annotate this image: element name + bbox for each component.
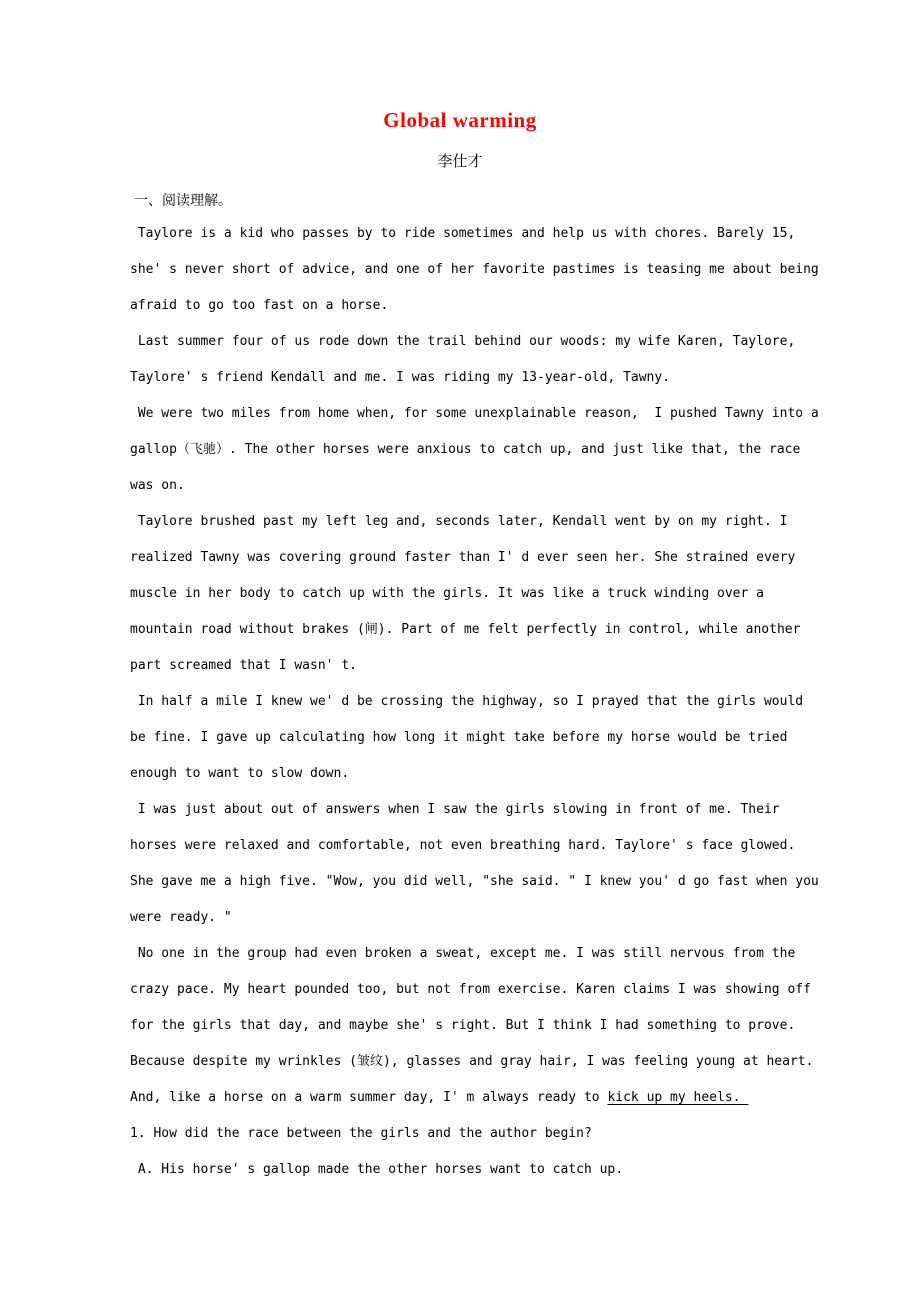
question-1: 1. How did the race between the girls and the author begin? bbox=[130, 1126, 592, 1141]
paragraph-6: I was just about out of answers when I saw the girls slowing in front of me. Their horses were relaxed and comfortable, not even breathing hard. Taylore' s face glowed. She gave me a high five. "Wow, you did well, "she said. " I knew you' d go fast when you were ready. " bbox=[130, 802, 827, 925]
question-1-option-a: A. His horse' s gallop made the other horses want to catch up. bbox=[130, 1162, 624, 1177]
paragraph-1: Taylore is a kid who passes by to ride sometimes and help us with chores. Barely 15, she' s never short of advice, and one of her favorite pastimes is teasing me about being afraid to go too fast on a horse. bbox=[130, 226, 827, 313]
paragraph-4: Taylore brushed past my left leg and, seconds later, Kendall went by on my right. I realized Tawny was covering ground faster than I' d ever seen her. She strained every muscle in her body to catch up with the girls. It was like a truck winding over a mountain road without brakes (闸). Part of me felt perfectly in control, while another part screamed that I wasn' t. bbox=[130, 514, 809, 673]
paragraph-2: Last summer four of us rode down the trail behind our woods: my wife Karen, Taylore, Taylore' s friend Kendall and me. I was riding my 13-year-old, Tawny. bbox=[130, 334, 804, 385]
paragraph-7-text: No one in the group had even broken a sweat, except me. I was still nervous from the crazy pace. My heart pounded too, but not from exercise. Karen claims I was showing off for the girls that day, and maybe she' s right. But I think I had something to prove. Because despite my wrinkles (皱纹), glasses and gray hair, I was feeling young at heart. And, like a horse on a warm summer day, I' m always ready to bbox=[130, 946, 822, 1105]
document-title: Global warming bbox=[383, 108, 537, 132]
paragraph-7 bbox=[130, 936, 822, 1116]
underlined-phrase: kick up my heels. bbox=[607, 1090, 749, 1105]
reading-passage bbox=[130, 216, 827, 1188]
section-heading: 一、阅读理解。 bbox=[134, 193, 232, 209]
document-author: 李仕才 bbox=[437, 152, 483, 170]
paragraph-5: In half a mile I knew we' d be crossing the highway, so I prayed that the girls would be fine. I gave up calculating how long it might take before my horse would be tried enough to want to slow down. bbox=[130, 694, 811, 781]
paragraph-3: We were two miles from home when, for some unexplainable reason, I pushed Tawny into a gallop（飞驰）. The other horses were anxious to catch up, and just like that, the race was on. bbox=[130, 406, 827, 493]
